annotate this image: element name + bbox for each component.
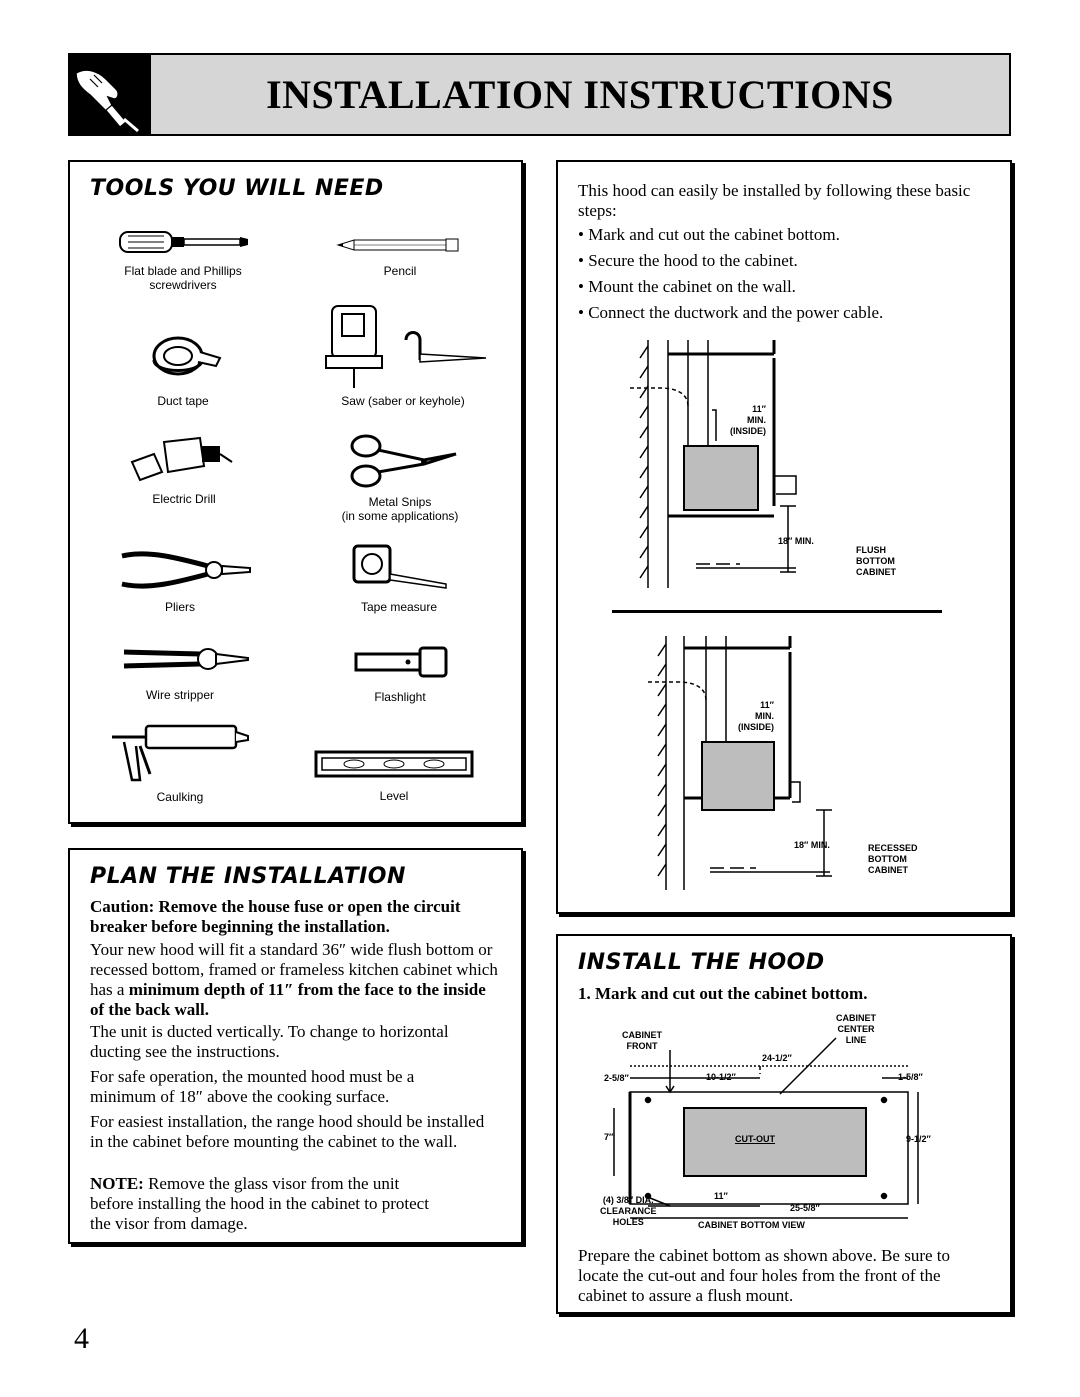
- label-line: FLUSH: [856, 545, 886, 555]
- drill-icon: [124, 432, 234, 488]
- dimension-10-1-2: 10-1/2″: [706, 1072, 736, 1082]
- label-line: (INSIDE): [730, 426, 766, 436]
- pliers-icon: [118, 546, 254, 594]
- note-label: NOTE:: [90, 1174, 144, 1193]
- cabinet-center-line-label: [836, 1013, 876, 1046]
- tool-caption-drill: Electric Drill: [152, 492, 216, 506]
- diagram-divider: [612, 610, 942, 613]
- install-title: INSTALL THE HOOD: [578, 950, 825, 975]
- tool-caption-metal-snips: Metal Snips (in some applications): [341, 495, 459, 523]
- cut-out-label: CUT-OUT: [735, 1134, 775, 1144]
- label-line: MIN.: [755, 711, 774, 721]
- label-line: CABINET: [868, 865, 908, 875]
- label-line: 11″: [760, 700, 774, 710]
- list-item: • Mark and cut out the cabinet bottom.: [578, 222, 998, 248]
- dimension-2-5-8: 2-5/8″: [604, 1073, 629, 1083]
- plan-paragraph-3: For safe operation, the mounted hood must be a minimum of 18″ above the cooking surface.: [90, 1067, 415, 1106]
- hand-screwdriver-icon: [68, 53, 151, 136]
- label-line: CENTER: [837, 1024, 875, 1034]
- dimension-9-1-2: 9-1/2″: [906, 1134, 931, 1144]
- dimension-11: 11″: [714, 1191, 728, 1201]
- plan-paragraph-1-emphasis: minimum depth of 11″ from the face to the inside of the back wall.: [90, 980, 486, 1019]
- steps-intro: This hood can easily be installed by following these basic steps:: [578, 181, 971, 220]
- label-line: CABINET: [622, 1030, 662, 1040]
- label-line: CABINET: [856, 567, 896, 577]
- list-item: • Connect the ductwork and the power cable.: [578, 300, 998, 326]
- flashlight-icon: [352, 646, 452, 678]
- tool-caption-tape-measure: Tape measure: [360, 600, 438, 614]
- label-line: MIN.: [747, 415, 766, 425]
- plan-paragraph-1: [90, 940, 500, 1020]
- level-icon: [314, 750, 474, 778]
- label-line: LINE: [845, 1035, 867, 1045]
- tool-caption-pliers: Pliers: [164, 600, 195, 614]
- install-prepare-text: Prepare the cabinet bottom as shown above. Be sure to locate the cut-out and four holes from the front of the cabinet to assure a flush mount.: [578, 1246, 951, 1305]
- plan-paragraph-2: The unit is ducted vertically. To change to horizontal ducting see the instructions.: [90, 1022, 449, 1061]
- dimension-1-5-8: 1-5/8″: [898, 1072, 923, 1082]
- label-line: RECESSED: [868, 843, 918, 853]
- duct-tape-icon: [150, 330, 224, 382]
- caution-text: Caution: Remove the house fuse or open the circuit breaker before beginning the installation.: [90, 897, 461, 936]
- list-item: • Secure the hood to the cabinet.: [578, 248, 998, 274]
- metal-snips-icon: [344, 432, 460, 490]
- tool-caption-saw: Saw (saber or keyhole): [341, 394, 465, 408]
- note-text: Remove the glass visor from the unit before installing the hood in the cabinet to protect the visor from damage.: [90, 1174, 429, 1233]
- cabinet-front-label: [622, 1030, 662, 1052]
- dimension-24-1-2: 24-1/2″: [762, 1053, 792, 1063]
- recessed-clearance-label: 18″ MIN.: [794, 840, 830, 850]
- caulking-gun-icon: [110, 712, 250, 784]
- plan-paragraph-1-text: Your new hood will fit a standard 36″ wide flush bottom or recessed bottom, framed or frameless kitchen cabinet which has a: [90, 940, 498, 999]
- plan-paragraph-4: For easiest installation, the range hood should be installed in the cabinet before mounting the cabinet to the wall.: [90, 1112, 485, 1151]
- label-line: HOLES: [612, 1217, 644, 1227]
- saw-icon: [320, 300, 490, 390]
- screwdriver-icon: [118, 228, 252, 256]
- install-step-1: 1. Mark and cut out the cabinet bottom.: [578, 984, 868, 1003]
- label-line: BOTTOM: [868, 854, 907, 864]
- recessed-min-inside-label: [714, 700, 774, 733]
- steps-bullet-list: [578, 222, 998, 326]
- pencil-icon: [336, 237, 460, 253]
- tool-caption-screwdrivers: Flat blade and Phillips screwdrivers: [124, 264, 242, 292]
- label-line: BOTTOM: [856, 556, 895, 566]
- clearance-holes-label: [600, 1195, 657, 1228]
- tool-caption-duct-tape: Duct tape: [157, 394, 209, 408]
- tape-measure-icon: [350, 542, 450, 592]
- tool-caption-wire-stripper: Wire stripper: [145, 688, 214, 702]
- tool-caption-flashlight: Flashlight: [374, 690, 426, 704]
- recessed-caption: [868, 843, 918, 876]
- flush-cabinet-diagram: [620, 336, 840, 596]
- plan-note: [90, 1174, 438, 1234]
- label-line: FRONT: [626, 1041, 658, 1051]
- page-title: INSTALLATION INSTRUCTIONS: [266, 72, 894, 117]
- recessed-cabinet-diagram: [640, 632, 840, 894]
- dimension-25-5-8: 25-5/8″: [790, 1203, 820, 1213]
- cabinet-bottom-view-label: CABINET BOTTOM VIEW: [698, 1220, 805, 1230]
- label-line: CLEARANCE: [600, 1206, 657, 1216]
- page-number: 4: [74, 1322, 89, 1355]
- label-line: CABINET: [836, 1013, 876, 1023]
- flush-clearance-label: 18″ MIN.: [778, 536, 814, 546]
- tool-caption-pencil: Pencil: [383, 264, 417, 278]
- tool-caption-caulking: Caulking: [156, 790, 204, 804]
- tool-caption-level: Level: [379, 789, 409, 803]
- wire-stripper-icon: [120, 644, 252, 674]
- flush-caption: [856, 545, 896, 578]
- tools-title: TOOLS YOU WILL NEED: [90, 176, 384, 201]
- label-line: 11″: [752, 404, 766, 414]
- dimension-7: 7″: [604, 1132, 614, 1142]
- label-line: (INSIDE): [738, 722, 774, 732]
- plan-title: PLAN THE INSTALLATION: [90, 864, 406, 889]
- flush-min-inside-label: [706, 404, 766, 437]
- list-item: • Mount the cabinet on the wall.: [578, 274, 998, 300]
- label-line: (4) 3/8″ DIA.: [602, 1195, 654, 1205]
